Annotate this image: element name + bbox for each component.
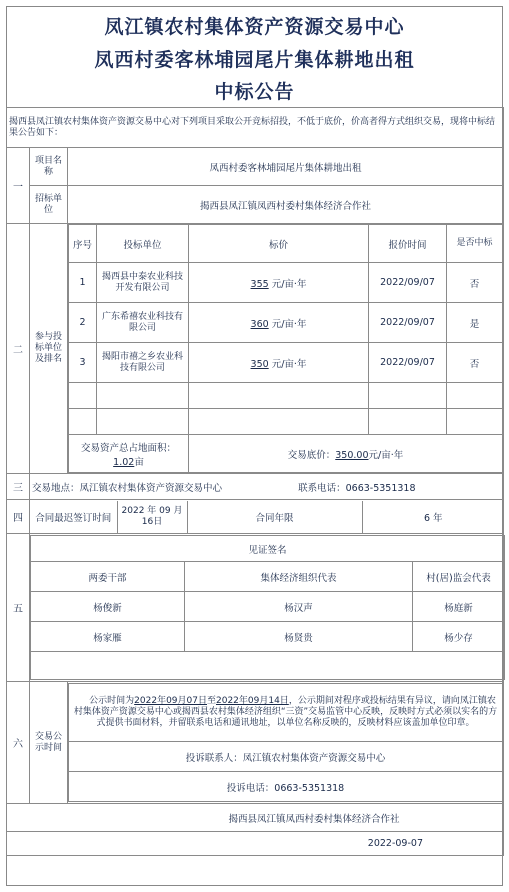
complaint-contact-label: 投诉联系人： xyxy=(185,752,243,764)
complaint-phone-label: 投诉电话： xyxy=(226,782,275,794)
reserve-price-value: 350.00 xyxy=(335,449,369,461)
title-line-2: 凤西村委客林埔园尾片集体耕地出租 xyxy=(94,49,415,71)
header-seq: 序号 xyxy=(69,225,97,263)
location-row xyxy=(30,474,504,500)
witness-name: 杨庭新 xyxy=(413,592,505,622)
title-line-1: 凤江镇农村集体资产资源交易中心 xyxy=(104,16,405,38)
sign-deadline-value: 2022 年 09 月 16日 xyxy=(117,501,187,533)
sign-deadline-label: 合同最迟签订时间 xyxy=(30,501,117,533)
table-row xyxy=(69,303,503,343)
witness-name: 杨少存 xyxy=(413,622,505,652)
witness-name: 杨汉声 xyxy=(185,592,413,622)
bid-price-unit: 元/亩·年 xyxy=(271,278,307,290)
contract-term-label: 合同年限 xyxy=(187,501,362,533)
summary-row xyxy=(69,435,503,473)
publicity-date-end: 2022年09月14日 xyxy=(216,696,289,706)
complaint-phone-value: 0663-5351318 xyxy=(274,782,345,794)
bid-time: 2022/09/07 xyxy=(369,303,447,343)
contract-term-value: 6 年 xyxy=(423,512,443,524)
section-number-4: 四 xyxy=(7,500,30,534)
witness-name: 杨俊新 xyxy=(31,592,185,622)
publicity-text xyxy=(69,684,503,742)
complaint-contact-value: 凤江镇农村集体资产资源交易中心 xyxy=(242,752,386,764)
reserve-price-label: 交易底价： xyxy=(287,449,336,461)
bid-time: 2022/09/07 xyxy=(369,263,447,303)
complaint-phone xyxy=(69,772,503,802)
reserve-price xyxy=(189,435,503,473)
total-area xyxy=(69,435,189,473)
witness-name: 杨贤贵 xyxy=(185,622,413,652)
bid-price-number: 355 xyxy=(250,278,269,290)
header-time: 报价时间 xyxy=(369,225,447,263)
intro-text: 揭西县凤江镇农村集体资产资源交易中心对下列项目采取公开竞标招投，不低于底价，价高者得方式组织交易，现将中标结果公告如下： xyxy=(7,108,504,148)
project-name-value: 凤西村委客林埔园尾片集体耕地出租 xyxy=(68,148,504,186)
project-name-label: 项目名称 xyxy=(30,148,68,186)
table-row xyxy=(69,263,503,303)
bid-seq: 2 xyxy=(69,303,97,343)
reserve-price-unit: 元/亩·年 xyxy=(368,449,404,461)
bid-unit: 揭阳市禧之乡农业科技有限公司 xyxy=(97,343,189,383)
bid-seq: 1 xyxy=(69,263,97,303)
bid-win: 是 xyxy=(447,303,503,343)
header-price: 标价 xyxy=(189,225,369,263)
witness-title: 见证签名 xyxy=(31,536,505,562)
location-value: 凤江镇农村集体资产资源交易中心 xyxy=(79,482,223,494)
table-row xyxy=(31,592,505,622)
publicity-table xyxy=(68,683,503,802)
bid-price-number: 350 xyxy=(250,358,269,370)
total-area-label: 交易资产总占地面积： xyxy=(80,442,176,454)
bid-price-unit: 元/亩·年 xyxy=(271,358,307,370)
bid-price xyxy=(189,343,369,383)
publicity-mid: 至 xyxy=(206,696,216,706)
table-row xyxy=(31,622,505,652)
publicity-post: ，公示期间对程序或投标结果有异议，请向凤江镇农村集体资产资源交易中心或揭西县农村集体经济组织“三资”交易监管中心反映，反映时方式必须以实名的方式提供书面材料，并留联系电话和通讯地址，以单位名称反映的，反映材料应该盖加单位印章。 xyxy=(73,696,498,728)
tenderer-value: 揭西县凤江镇凤西村委村集体经济合作社 xyxy=(68,186,504,224)
bid-price xyxy=(189,303,369,343)
header-unit: 投标单位 xyxy=(97,225,189,263)
section-number-3: 三 xyxy=(7,474,30,500)
title-line-3: 中标公告 xyxy=(214,81,295,103)
total-area-unit: 亩 xyxy=(134,456,144,468)
bid-seq: 3 xyxy=(69,343,97,383)
section-number-2: 二 xyxy=(7,224,30,474)
table-row xyxy=(69,343,503,383)
bid-price xyxy=(189,263,369,303)
footer-org: 揭西县凤江镇凤西村委村集体经济合作社 xyxy=(7,804,504,832)
bidders-side-label: 参与投标单位及排名 xyxy=(30,224,68,474)
header-win: 是否中标 xyxy=(447,225,503,263)
section-number-1: 一 xyxy=(7,148,30,224)
witness-name: 杨家雁 xyxy=(31,622,185,652)
complaint-contact xyxy=(69,742,503,772)
bid-unit: 广东希禧农业科技有限公司 xyxy=(97,303,189,343)
witness-table xyxy=(30,535,505,680)
announcement-table xyxy=(6,107,504,856)
publicity-date-start: 2022年09月07日 xyxy=(134,696,207,706)
empty-row xyxy=(69,409,503,435)
publicity-pre: 公示时间为 xyxy=(89,696,135,706)
bid-price-unit: 元/亩·年 xyxy=(271,318,307,330)
witness-col-supervisory: 村(居)监会代表 xyxy=(413,562,505,592)
footer-date: 2022-09-07 xyxy=(7,832,504,856)
witness-empty-row xyxy=(31,652,505,680)
witness-col-collective: 集体经济组织代表 xyxy=(185,562,413,592)
phone-label: 联系电话： xyxy=(298,482,346,494)
witness-col-cadres: 两委干部 xyxy=(31,562,185,592)
tenderer-label: 招标单位 xyxy=(30,186,68,224)
bid-time: 2022/09/07 xyxy=(369,343,447,383)
bid-price-number: 360 xyxy=(250,318,269,330)
empty-row xyxy=(69,383,503,409)
publicity-side-label: 交易公示时间 xyxy=(30,682,68,804)
contract-table xyxy=(30,501,504,533)
phone-value: 0663-5351318 xyxy=(345,482,416,494)
section-number-5: 五 xyxy=(7,534,30,682)
bid-win: 否 xyxy=(447,343,503,383)
bids-table xyxy=(68,224,503,473)
section-number-6: 六 xyxy=(7,682,30,804)
bid-win: 否 xyxy=(447,263,503,303)
location-label: 交易地点： xyxy=(32,482,80,494)
total-area-value: 1.02 xyxy=(113,456,135,468)
bid-unit: 揭西县中泰农业科技开发有限公司 xyxy=(97,263,189,303)
